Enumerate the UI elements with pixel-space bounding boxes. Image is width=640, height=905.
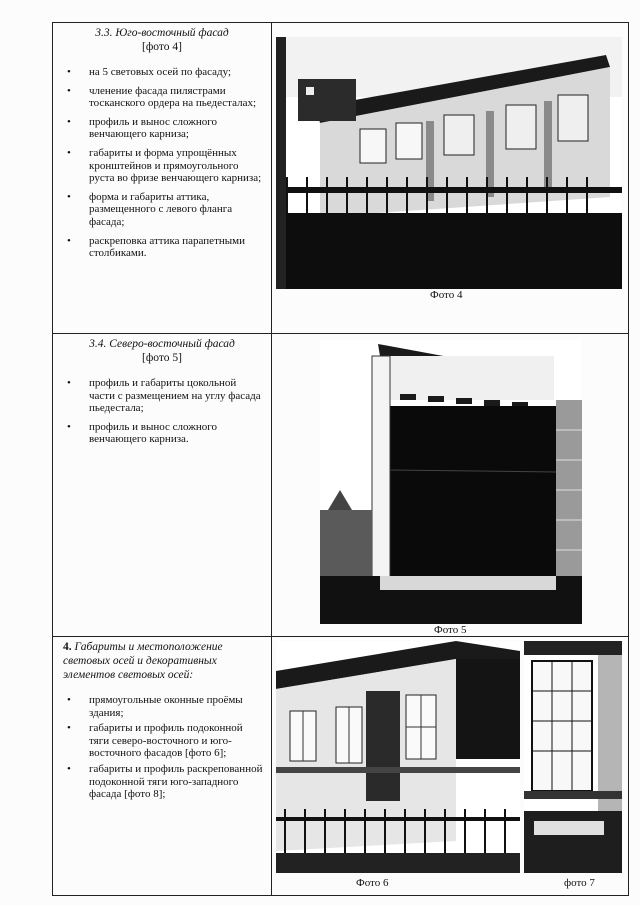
- table-row: [53, 334, 629, 637]
- table-row: [53, 23, 629, 334]
- list-item: • форма и габариты аттика, размещенного с левого фланга фасада;: [67, 190, 233, 228]
- section-heading: 4. Габариты и местоположение световых осей и декоративных элементов световых осей:: [63, 641, 223, 681]
- text-cell: [53, 23, 272, 334]
- photo-caption: фото 7: [564, 877, 595, 889]
- section-heading: 3.3. Юго-восточный фасад: [95, 27, 229, 39]
- facade-photo-7: [524, 641, 622, 873]
- list-item: • габариты и форма упрощённых кронштейнов и прямоугольного руста во фризе венчающего карниза;: [67, 146, 262, 185]
- photo-caption: Фото 6: [356, 877, 389, 889]
- list-item: • габариты и профиль подоконной тяги северо-восточного и юго- восточного фасадов [фото 6];: [67, 722, 243, 760]
- facade-photo-6: [276, 641, 520, 873]
- photo-caption: Фото 4: [430, 289, 463, 301]
- list-item: • габариты и профиль раскрепованной подоконной тяги юго-западного фасада [фото 8];: [67, 762, 263, 801]
- text-cell: [53, 334, 272, 637]
- section-heading: 3.4. Северо-восточный фасад: [89, 338, 235, 350]
- list-item: • на 5 световых осей по фасаду;: [67, 66, 232, 78]
- feature-list: [53, 377, 271, 446]
- table-row: [53, 637, 629, 896]
- feature-list: [53, 694, 271, 801]
- photo-cell: [272, 637, 629, 896]
- photo-cell: [272, 334, 629, 637]
- list-item: • членение фасада пилястрами тосканского ордера на пьедесталах;: [67, 84, 257, 110]
- feature-list: [53, 66, 271, 260]
- photo-caption: Фото 5: [434, 624, 467, 636]
- facade-photo-5: [320, 340, 582, 624]
- inventory-table: [52, 22, 629, 896]
- list-item: • раскреповка аттика парапетными столбиками.: [67, 234, 245, 260]
- list-item: • прямоугольные оконные проёмы здания;: [67, 694, 243, 719]
- list-item: • профиль и вынос сложного венчающего карниза;: [67, 115, 217, 141]
- photo-ref: [фото 5]: [142, 352, 182, 364]
- list-item: • профиль и габариты цокольной части с размещением на углу фасада пьедестала;: [67, 377, 261, 415]
- text-cell: [53, 637, 272, 896]
- list-item: • профиль и вынос сложного венчающего карниза.: [67, 420, 217, 446]
- photo-cell: [272, 23, 629, 334]
- facade-photo-4: [276, 37, 622, 289]
- photo-ref: [фото 4]: [142, 41, 182, 53]
